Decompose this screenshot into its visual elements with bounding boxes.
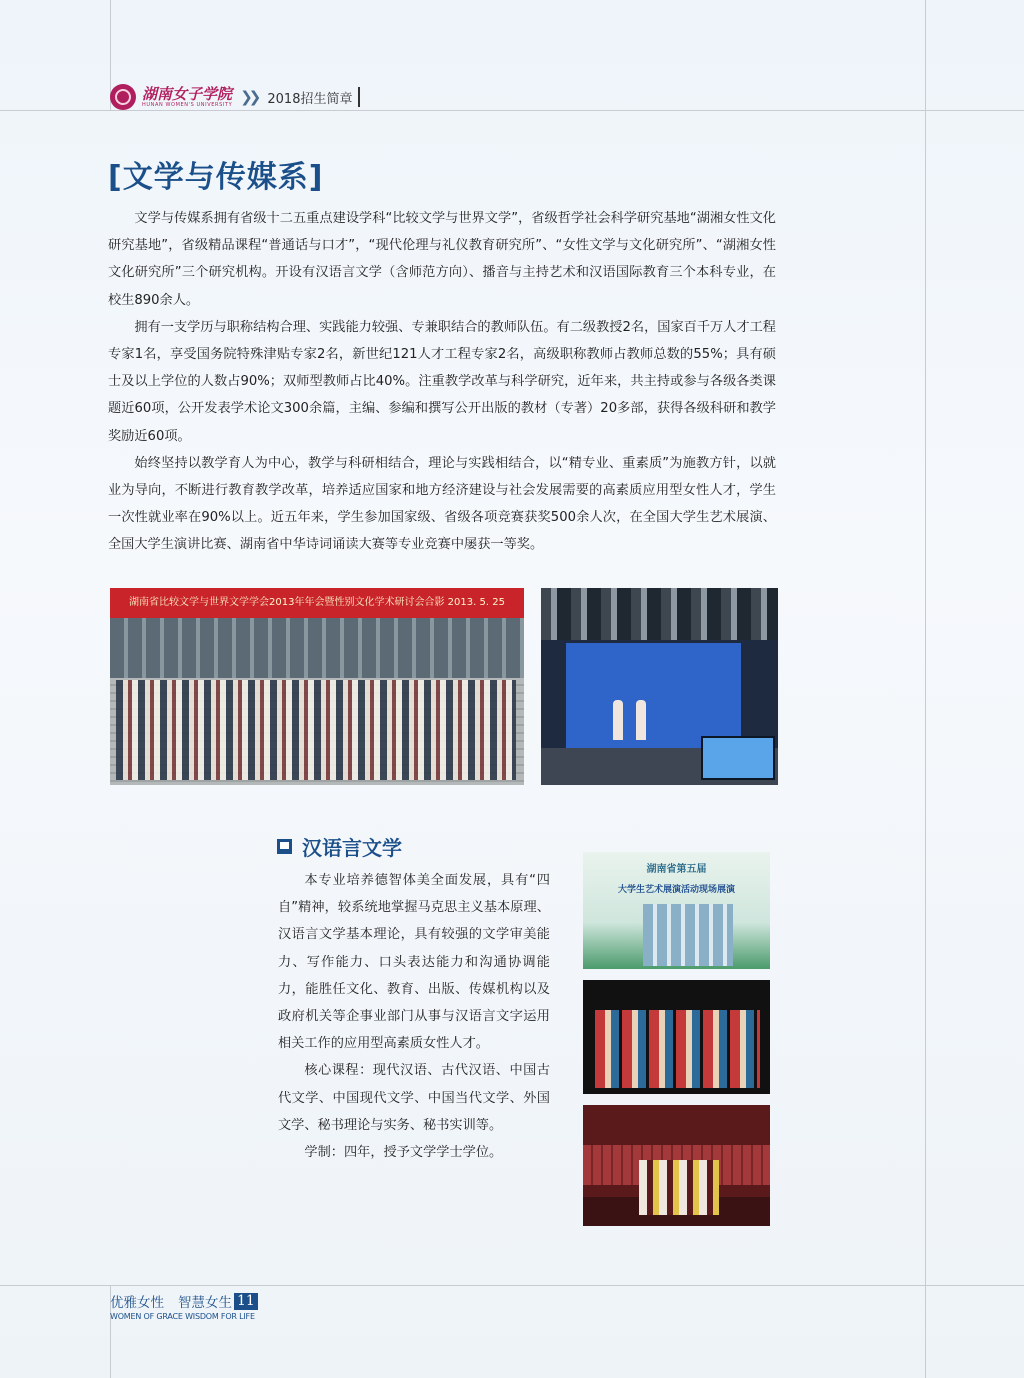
group-photo-banner: 湖南省比较文学与世界文学学会2013年年会暨性别文化学术研讨会合影 2013. 5. 25 — [110, 588, 524, 618]
studio-photo — [541, 588, 778, 785]
footer-slogan: 优雅女性 — [110, 1295, 164, 1311]
major-paragraph: 核心课程：现代汉语、古代汉语、中国古代文学、中国现代文学、中国当代文学、外国文学、秘书理论与实务、秘书实训等。 — [278, 1063, 550, 1133]
page-number: 11 — [234, 1293, 258, 1310]
crop-line — [925, 0, 926, 1378]
group-photo — [110, 588, 524, 785]
major-heading — [277, 832, 402, 861]
art-showcase-photo — [583, 852, 770, 969]
university-logo — [142, 86, 232, 109]
intro-paragraph: 拥有一支学历与职称结构合理、实践能力较强、专兼职结合的教师队伍。有二级教授2名，国家百千万人才工程专家1名，享受国务院特殊津贴专家2名，新世纪121人才工程专家2名，高级职称教师占教师总数的55%；具有硕士及以上学位的人数占90%；双师型教师占比40%。注重教学改革与科学研究，近年来，共主持或参与各级各类课题近60项，公开发表学术论文300余篇，主编、参编和撰写公开出版的教材（专著）20多部，获得各级科研和教学奖励近60项。 — [108, 319, 776, 444]
header-divider — [358, 87, 360, 107]
brochure-title: 2018招生简章 — [267, 91, 353, 107]
intro-paragraph: 始终坚持以教学育人为中心，教学与科研相结合，理论与实践相结合，以“精专业、重素质”为施教方针，以就业为导向，不断进行教育教学改革，培养适应国家和地方经济建设与社会发展需要的高素质应用型女性人才，学生一次性就业率在90%以上。近五年来，学生参加国家级、省级各项竞赛获奖500余人次，在全国大学生艺术展演、全国大学生演讲比赛、湖南省中华诗词诵读大赛等专业竞赛中屡获一等奖。 — [108, 455, 776, 553]
major-title: 汉语言文学 — [302, 836, 402, 860]
page-footer — [110, 1291, 258, 1321]
section-title: [文学与传媒系] — [108, 160, 324, 195]
page-header — [110, 82, 360, 112]
section-intro — [108, 205, 776, 559]
crop-line — [0, 1285, 1024, 1286]
major-description — [278, 867, 550, 1166]
intro-paragraph: 文学与传媒系拥有省级十二五重点建设学科“比较文学与世界文学”，省级哲学社会科学研究基地“湖湘女性文化研究基地”，省级精品课程“普通话与口才”，“现代伦理与礼仪教育研究所”、“女性文学与文化研究所”、“湖湘女性文化研究所”三个研究机构。开设有汉语言文学（含师范方向）、播音与主持艺术和汉语国际教育三个本科专业，在校生890余人。 — [108, 211, 776, 308]
art-photo-title: 湖南省第五届 — [646, 864, 707, 875]
logo-chinese-name: 湖南女子学院 — [142, 84, 233, 103]
logo-english-name: HUNAN WOMEN'S UNIVERSITY — [142, 101, 233, 108]
stage-performance-photo — [583, 980, 770, 1094]
footer-slogan-english: WOMEN OF GRACE WISDOM FOR LIFE — [110, 1312, 255, 1321]
major-paragraph: 学制：四年，授予文学学士学位。 — [304, 1145, 503, 1161]
drama-performance-photo — [583, 1105, 770, 1226]
book-icon — [277, 839, 292, 854]
double-chevron-icon: ❯❯ — [240, 88, 258, 106]
footer-slogan: 智慧女生 — [178, 1295, 232, 1311]
university-seal-icon — [110, 84, 136, 110]
art-photo-subtitle: 大学生艺术展演活动现场展演 — [617, 885, 735, 895]
studio-monitor — [701, 736, 775, 780]
major-paragraph: 本专业培养德智体美全面发展，具有“四自”精神，较系统地掌握马克思主义基本原理、汉语言文学基本理论，具有较强的文学审美能力、写作能力、口头表达能力和沟通协调能力，能胜任文化、教育、出版、传媒机构以及政府机关等企事业部门从事与汉语言文字运用相关工作的应用型高素质女性人才。 — [278, 873, 550, 1052]
